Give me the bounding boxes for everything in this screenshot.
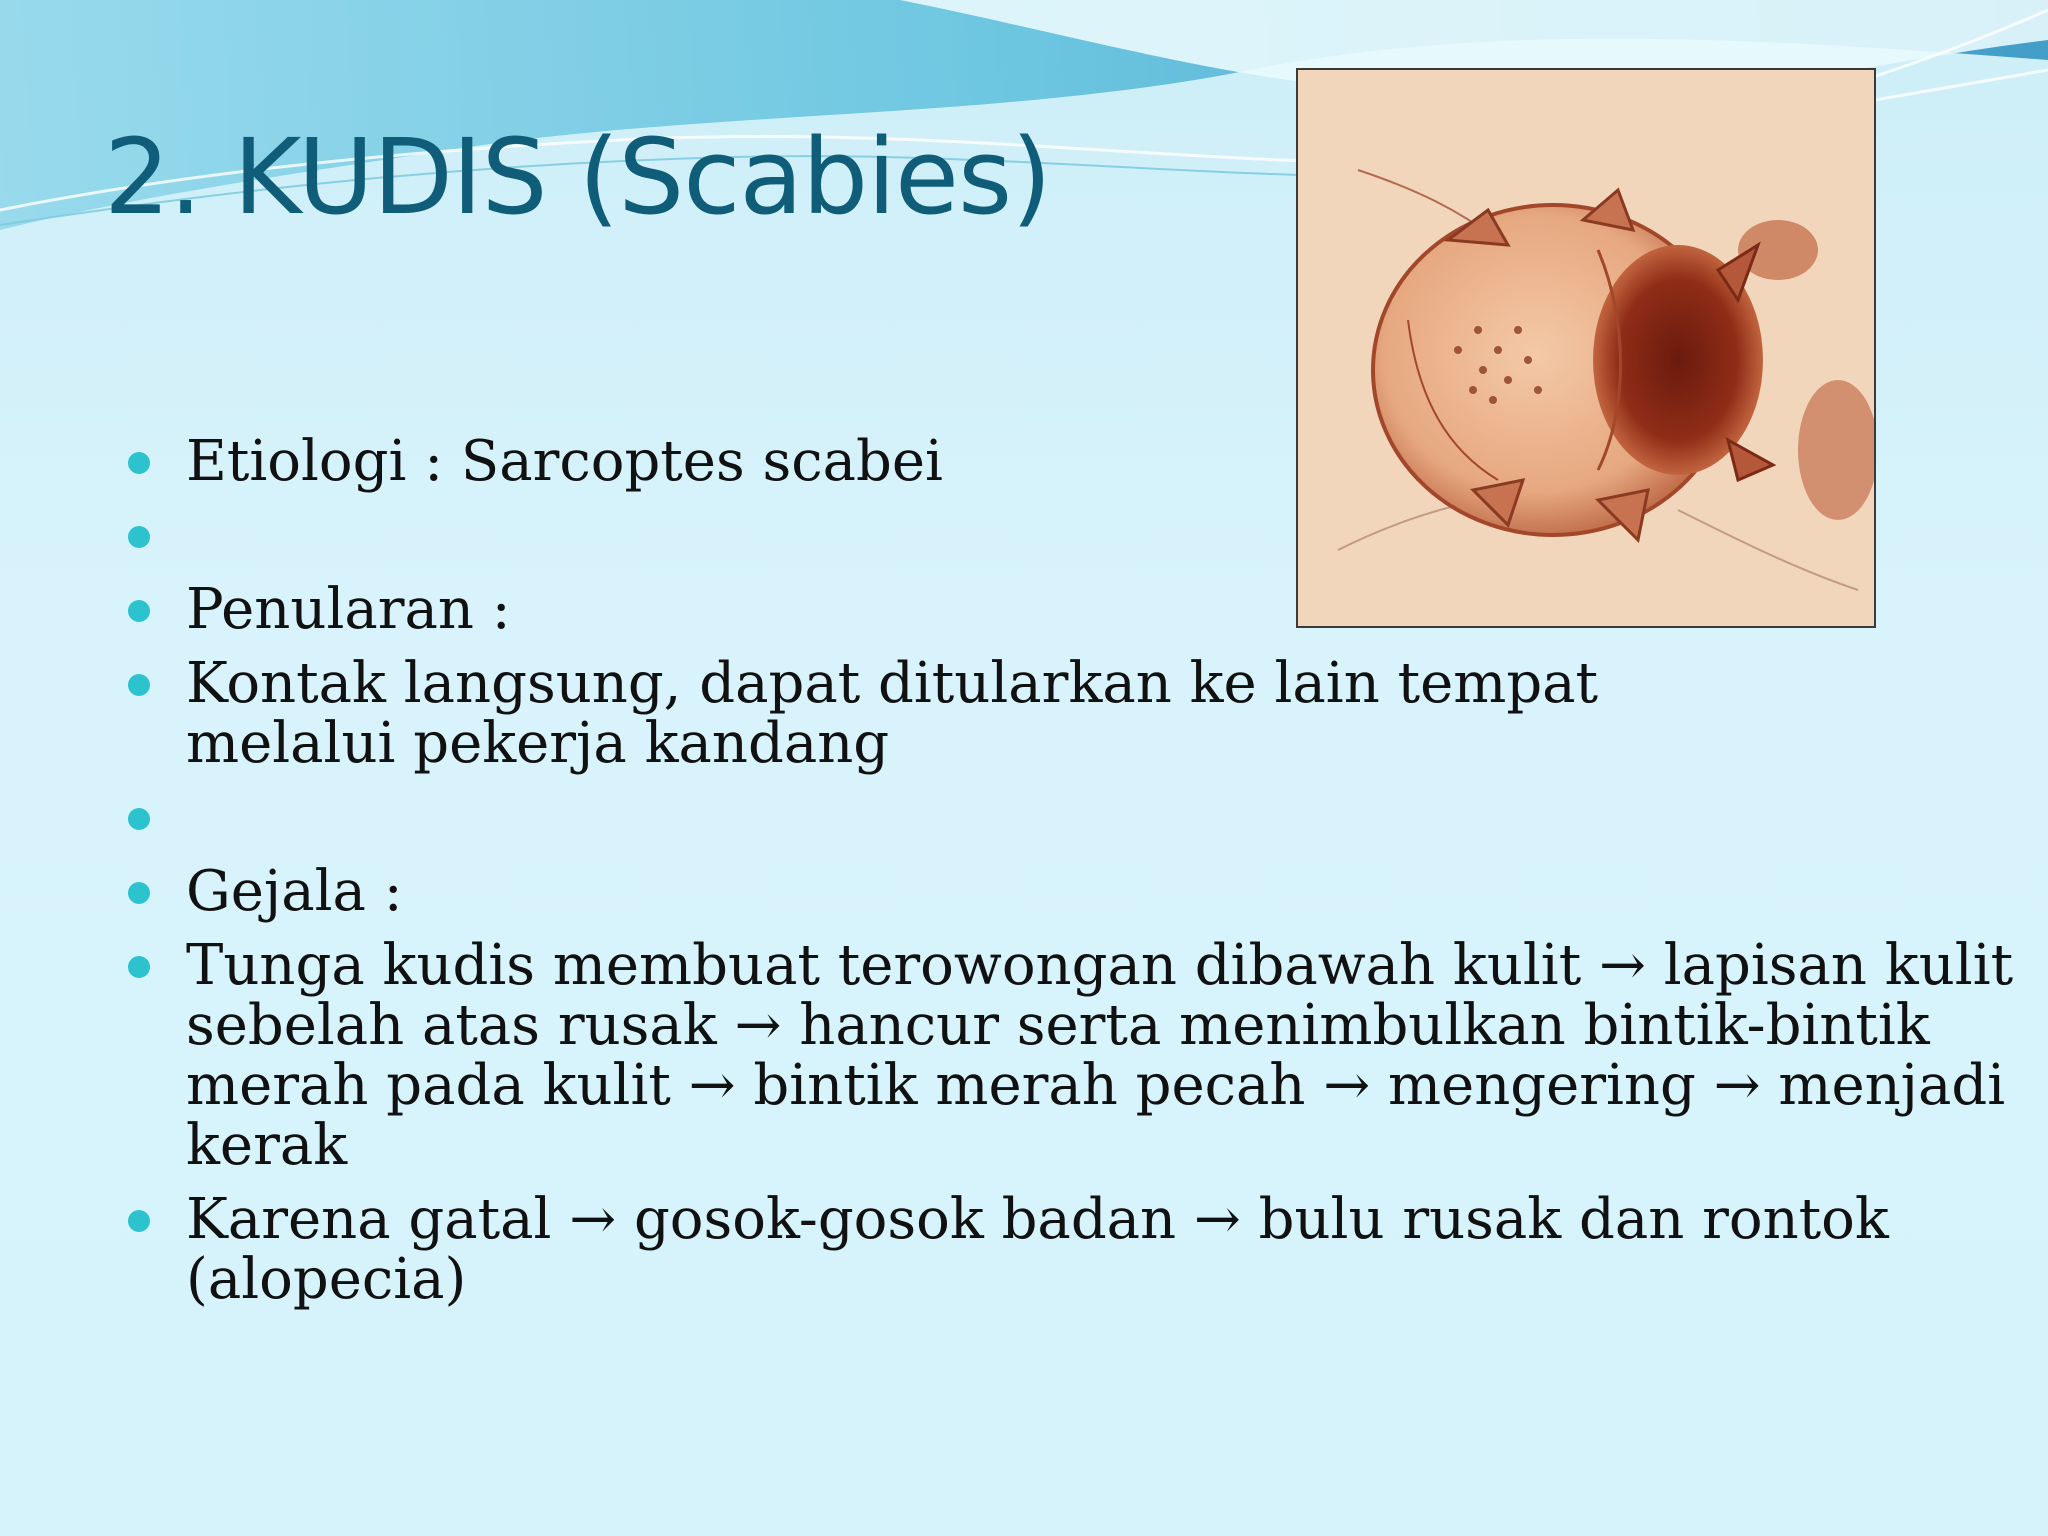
- bullet-dot-icon: [128, 526, 150, 548]
- bullet-dot-icon: [128, 600, 150, 622]
- list-item: [124, 429, 1386, 494]
- slide-title: 2. KUDIS (Scabies): [104, 116, 1051, 238]
- bullet-list: [124, 429, 2014, 1324]
- list-item-text: Penularan :: [186, 577, 511, 642]
- list-item-text: Kontak langsung, dapat ditularkan ke lain tempat melalui pekerja kandang: [186, 651, 1599, 776]
- list-item: [124, 1187, 1946, 1312]
- bullet-dot-icon: [128, 808, 150, 830]
- bullet-dot-icon: [128, 956, 150, 978]
- bullet-dot-icon: [128, 1210, 150, 1232]
- list-item: [124, 933, 2026, 1178]
- list-item: [124, 506, 1386, 566]
- list-item: [124, 859, 1746, 924]
- list-item-text: Tunga kudis membuat terowongan dibawah kulit → lapisan kulit sebelah atas rusak → hancur serta menimbulkan bintik-bintik merah pada kulit → bintik merah pecah → mengering → menjadi kerak: [186, 933, 2014, 1178]
- list-item: [124, 651, 1746, 776]
- list-item: [124, 577, 1386, 642]
- list-item-text: Etiologi : Sarcoptes scabei: [186, 429, 943, 494]
- list-item-text: Gejala :: [186, 859, 403, 924]
- bullet-dot-icon: [128, 452, 150, 474]
- bullet-dot-icon: [128, 882, 150, 904]
- list-item: [124, 788, 1746, 848]
- list-item-text: Karena gatal → gosok-gosok badan → bulu rusak dan rontok (alopecia): [186, 1187, 1889, 1312]
- bullet-dot-icon: [128, 674, 150, 696]
